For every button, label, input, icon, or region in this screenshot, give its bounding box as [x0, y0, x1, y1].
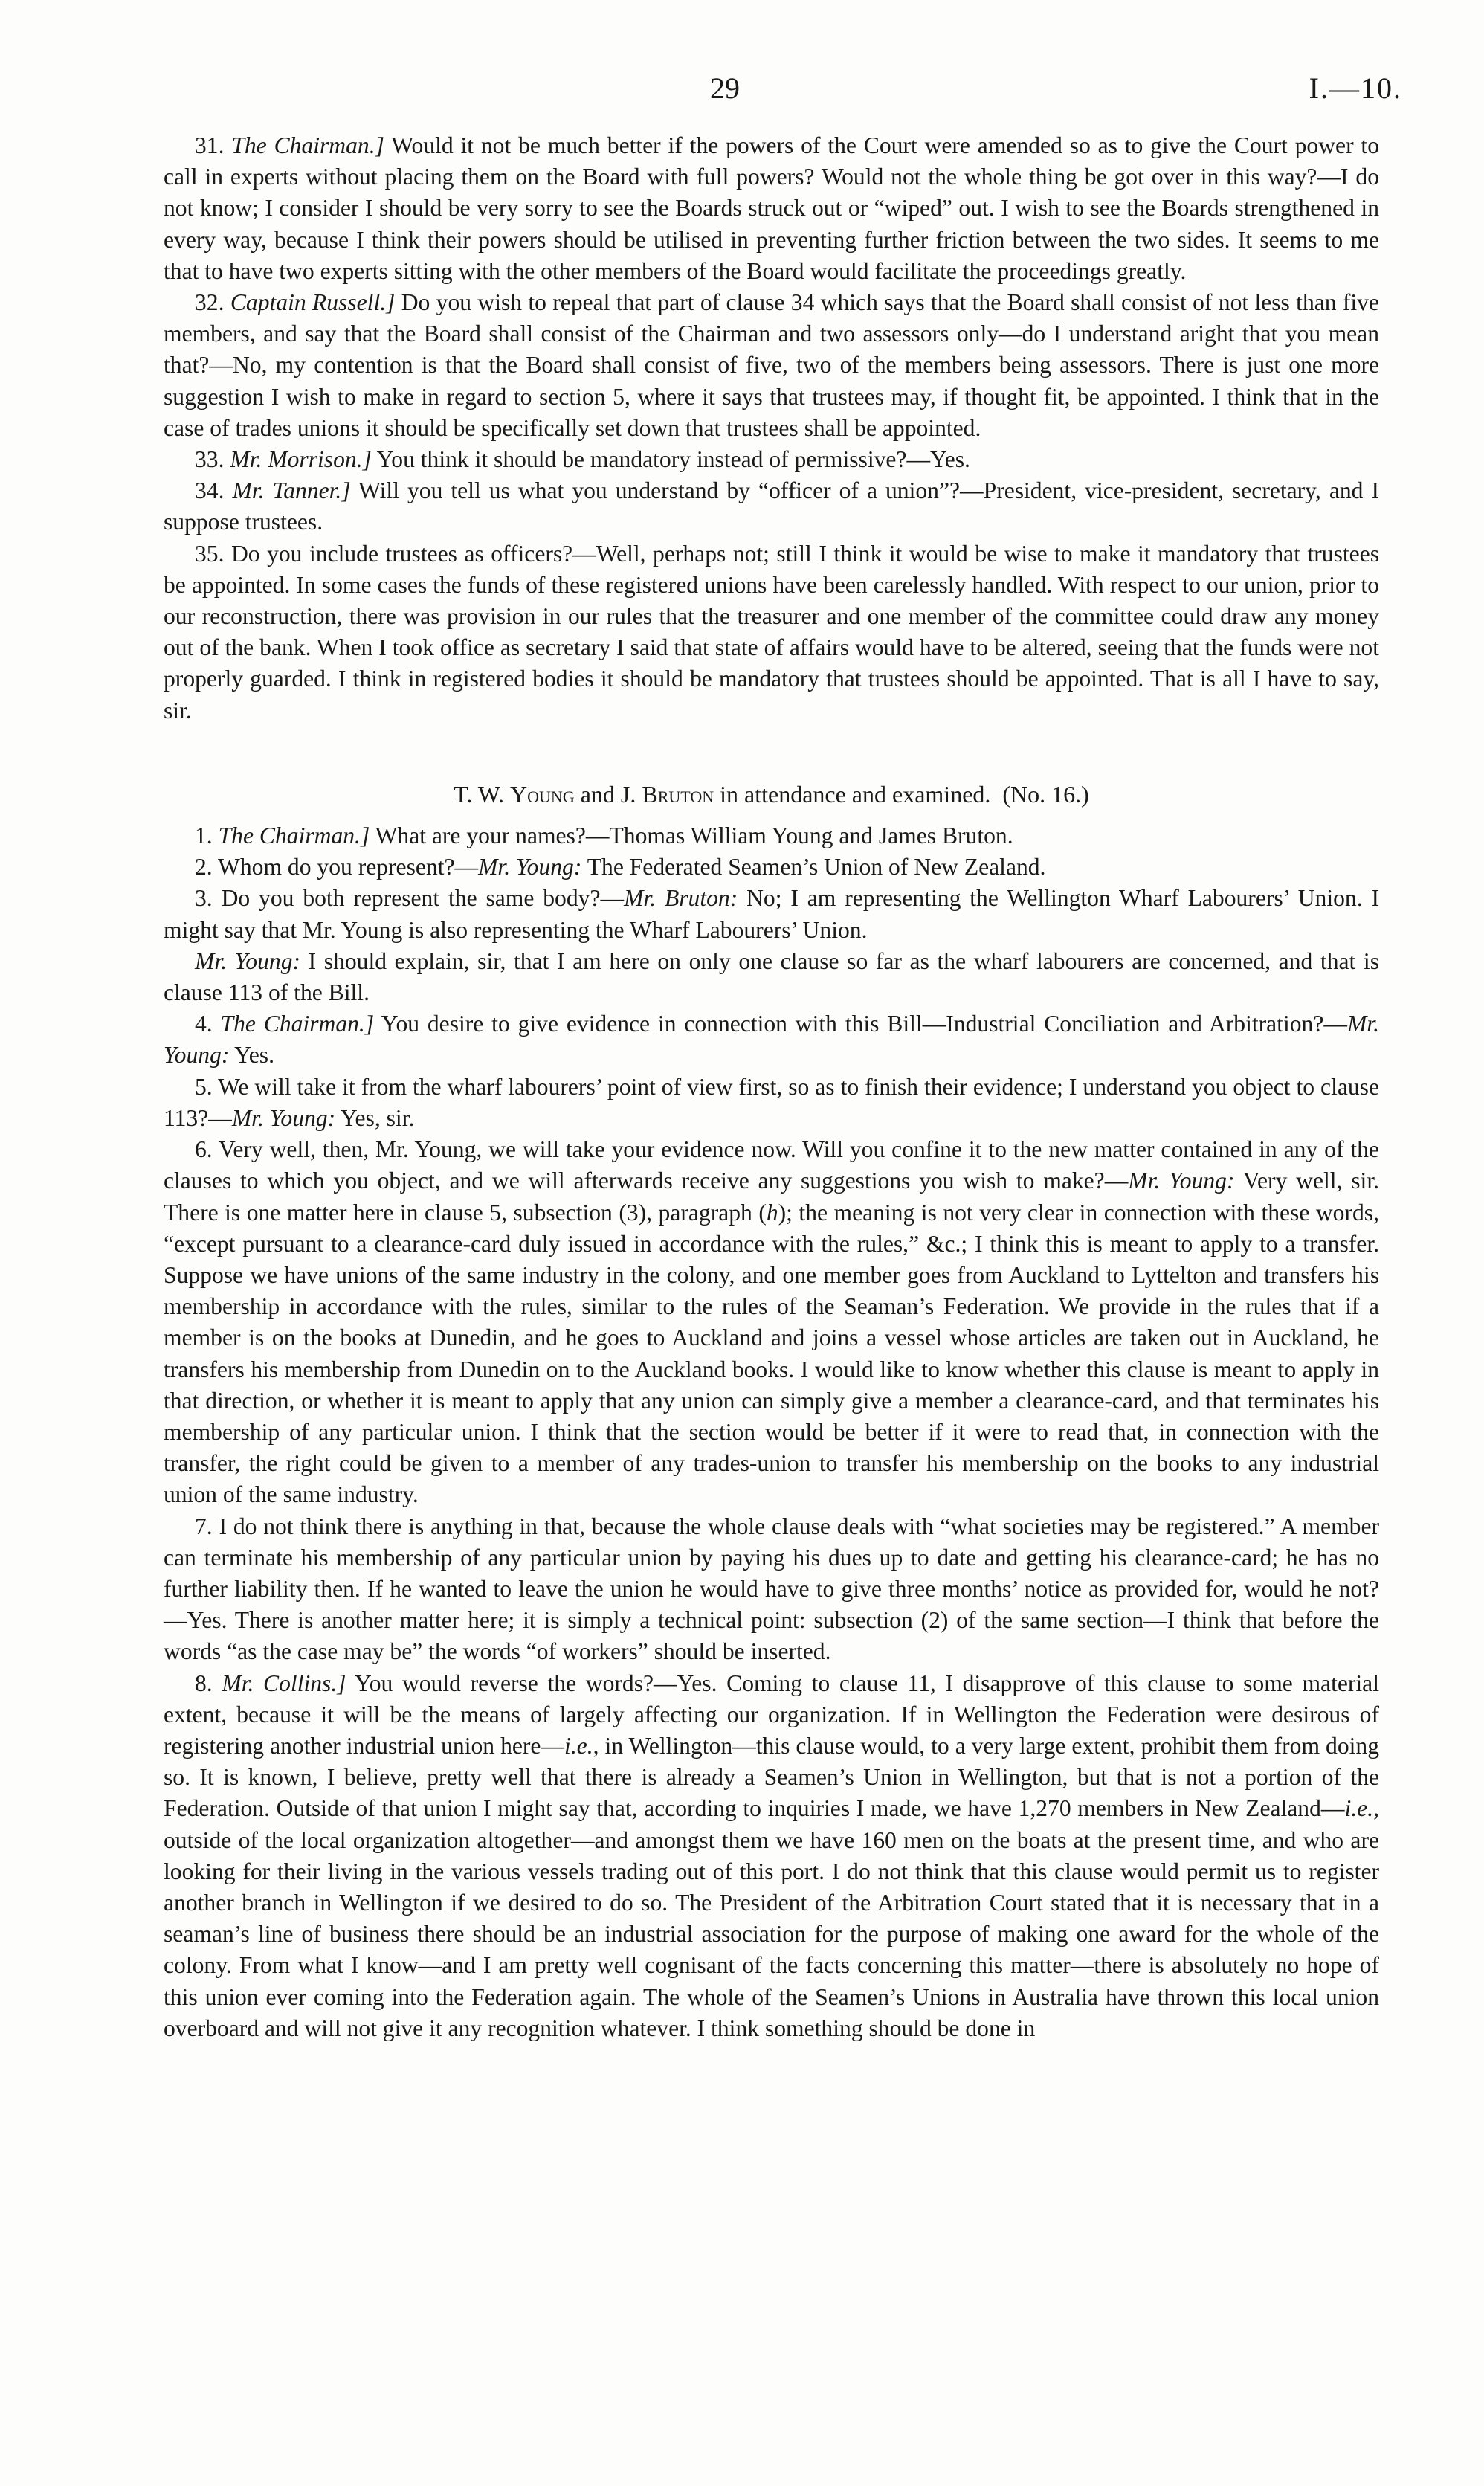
- paragraph-5: 5. We will take it from the wharf labourers’ point of view first, so as to finish their evidence; I understand you object to clause 113?—Mr. Young: Yes, sir.: [164, 1073, 1379, 1131]
- paragraph-1: 1. The Chairman.] What are your names?—Thomas William Young and James Bruton.: [195, 822, 1013, 849]
- paragraph-33: 33. Mr. Morrison.] You think it should be mandatory instead of permissive?—Yes.: [195, 446, 970, 473]
- paragraph-8: 8. Mr. Collins.] You would reverse the words?—Yes. Coming to clause 11, I disapprove of this clause to some material extent, because it will be the means of largely affecting our organization. If in Wellington the Federation were desirous of registering another industrial union here—i.e., in Wellington—this clause would, to a very large extent, prohibit them from doing so. It is known, I believe, pretty well that there is already a Seamen’s Union in Wellington, but that is not a portion of the Federation. Outside of that union I might say that, according to inquiries I made, we have 1,270 members in New Zealand—i.e., outside of the local organization altogether—and amongst them we have 160 men on the boats at the present time, and who are looking for their living in the various vessels trading out of this port. I do not think that this clause would permit us to register another branch in Wellington if we desired to do so. The President of the Arbitration Court stated that it is necessary that in a seaman’s line of business there should be an industrial association for the purpose of making one award for the whole of the colony. From what I know—and I am pretty well cognisant of the facts concerning this matter—there is absolutely no hope of this union ever coming into the Federation again. The whole of the Seamen’s Unions in Australia have thrown this local union overboard and will not give it any recognition whatever. I think something should be done in: [164, 1669, 1380, 2041]
- paragraph-7: 7. I do not think there is anything in that, because the whole clause deals with “what societies may be registered.” A member can terminate his membership of any particular union by paying his dues up to date and getting his clearance-card; he has no further liability then. If he wanted to leave the union he would have to give three months’ notice as provided for, would he not?—Yes. There is another matter here; it is simply a technical point: subsection (2) of the same section—I think that before the words “as the case may be” the words “of workers” should be inserted.: [164, 1513, 1379, 1665]
- paragraph-34: 34. Mr. Tanner.] Will you tell us what you understand by “officer of a union”?—President, vice-president, secretary, and I suppose trustees.: [164, 477, 1380, 535]
- witness-heading: T. W. Young and J. Bruton in attendance and examined. (No. 16.): [454, 780, 1089, 808]
- paragraph-4: 4. The Chairman.] You desire to give evidence in connection with this Bill—Industrial Conciliation and Arbitration?—Mr. Young: Yes.: [164, 1011, 1379, 1069]
- paragraph-6: 6. Very well, then, Mr. Young, we will take your evidence now. Will you confine it to the new matter contained in any of the clauses to which you object, and we will afterwards receive any suggestions you wish to make?—Mr. Young: Very well, sir. There is one matter here in clause 5, subsection (3), paragraph (h); the meaning is not very clear in connection with these words, “except pursuant to a clearance-card duly issued in accordance with the rules,” &c.; I think this is meant to apply to a transfer. Suppose we have unions of the same industry in the colony, and one member goes from Auckland to Lyttelton and transfers his membership in accordance with the rules, similar to the rules of the Seaman’s Federation. We provide in the rules that if a member is on the books at Dunedin, and he goes to Auckland and joins a vessel whose articles are taken out in Auckland, he transfers his membership from Dunedin on to the Auckland books. I would like to know whether this clause is meant to apply in that direction, or whether it is meant to apply that any union can simply give a member a clearance-card, and that terminates his membership of any particular union. I think that the section would be better if it were to read that, in connection with the transfer, the right could be given to a member of any trades-union to transfer his membership on the books to any industrial union of the same industry.: [164, 1136, 1379, 1508]
- paragraph-2: 2. Whom do you represent?—Mr. Young: The Federated Seamen’s Union of New Zealand.: [195, 854, 1046, 880]
- paragraph-3-continued: Mr. Young: I should explain, sir, that I am here on only one clause so far as the wharf labourers are concerned, and that is clause 113 of the Bill.: [164, 947, 1379, 1006]
- paragraph-35: 35. Do you include trustees as officers?—Well, perhaps not; still I think it would be wise to make it mandatory that trustees be appointed. In some cases the funds of these registered unions have been carelessly handled. With respect to our union, prior to our reconstruction, there was provision in our rules that the treasurer and one member of the committee could draw any money out of the bank. When I took office as secretary I said that state of affairs would have to be altered, seeing that the funds were not properly guarded. I think in registered bodies it should be mandatory that trustees should be appointed. That is all I have to say, sir.: [164, 540, 1379, 724]
- page-header: [0, 71, 1484, 115]
- document-reference: I.—10.: [1309, 71, 1402, 105]
- paragraph-32: 32. Captain Russell.] Do you wish to repeal that part of clause 34 which says that the Board shall consist of not less than five members, and say that the Board shall consist of the Chairman and two assessors only—do I understand aright that you mean that?—No, my contention is that the Board shall consist of five, two of the members being assessors. There is just one more suggestion I wish to make in regard to section 5, where it says that trustees may, if thought fit, be appointed. I think that in the case of trades unions it should be specifically set down that trustees shall be appointed.: [164, 289, 1379, 441]
- page-body: [164, 130, 1379, 2044]
- page-number: 29: [710, 71, 740, 105]
- paragraph-3: 3. Do you both represent the same body?—Mr. Bruton: No; I am representing the Wellington Wharf Labourers’ Union. I might say that Mr. Young is also representing the Wharf Labourers’ Union.: [164, 885, 1379, 943]
- paragraph-31: 31. The Chairman.] Would it not be much better if the powers of the Court were amended so as to give the Court power to call in experts without placing them on the Board with full powers? Would not the whole thing be got over in this way?—I do not know; I consider I should be very sorry to see the Boards struck out or “wiped” out. I wish to see the Boards strengthened in every way, because I think their powers should be utilised in preventing further friction between the two sides. It seems to me that to have two experts sitting with the other members of the Board would facilitate the proceedings greatly.: [164, 132, 1379, 284]
